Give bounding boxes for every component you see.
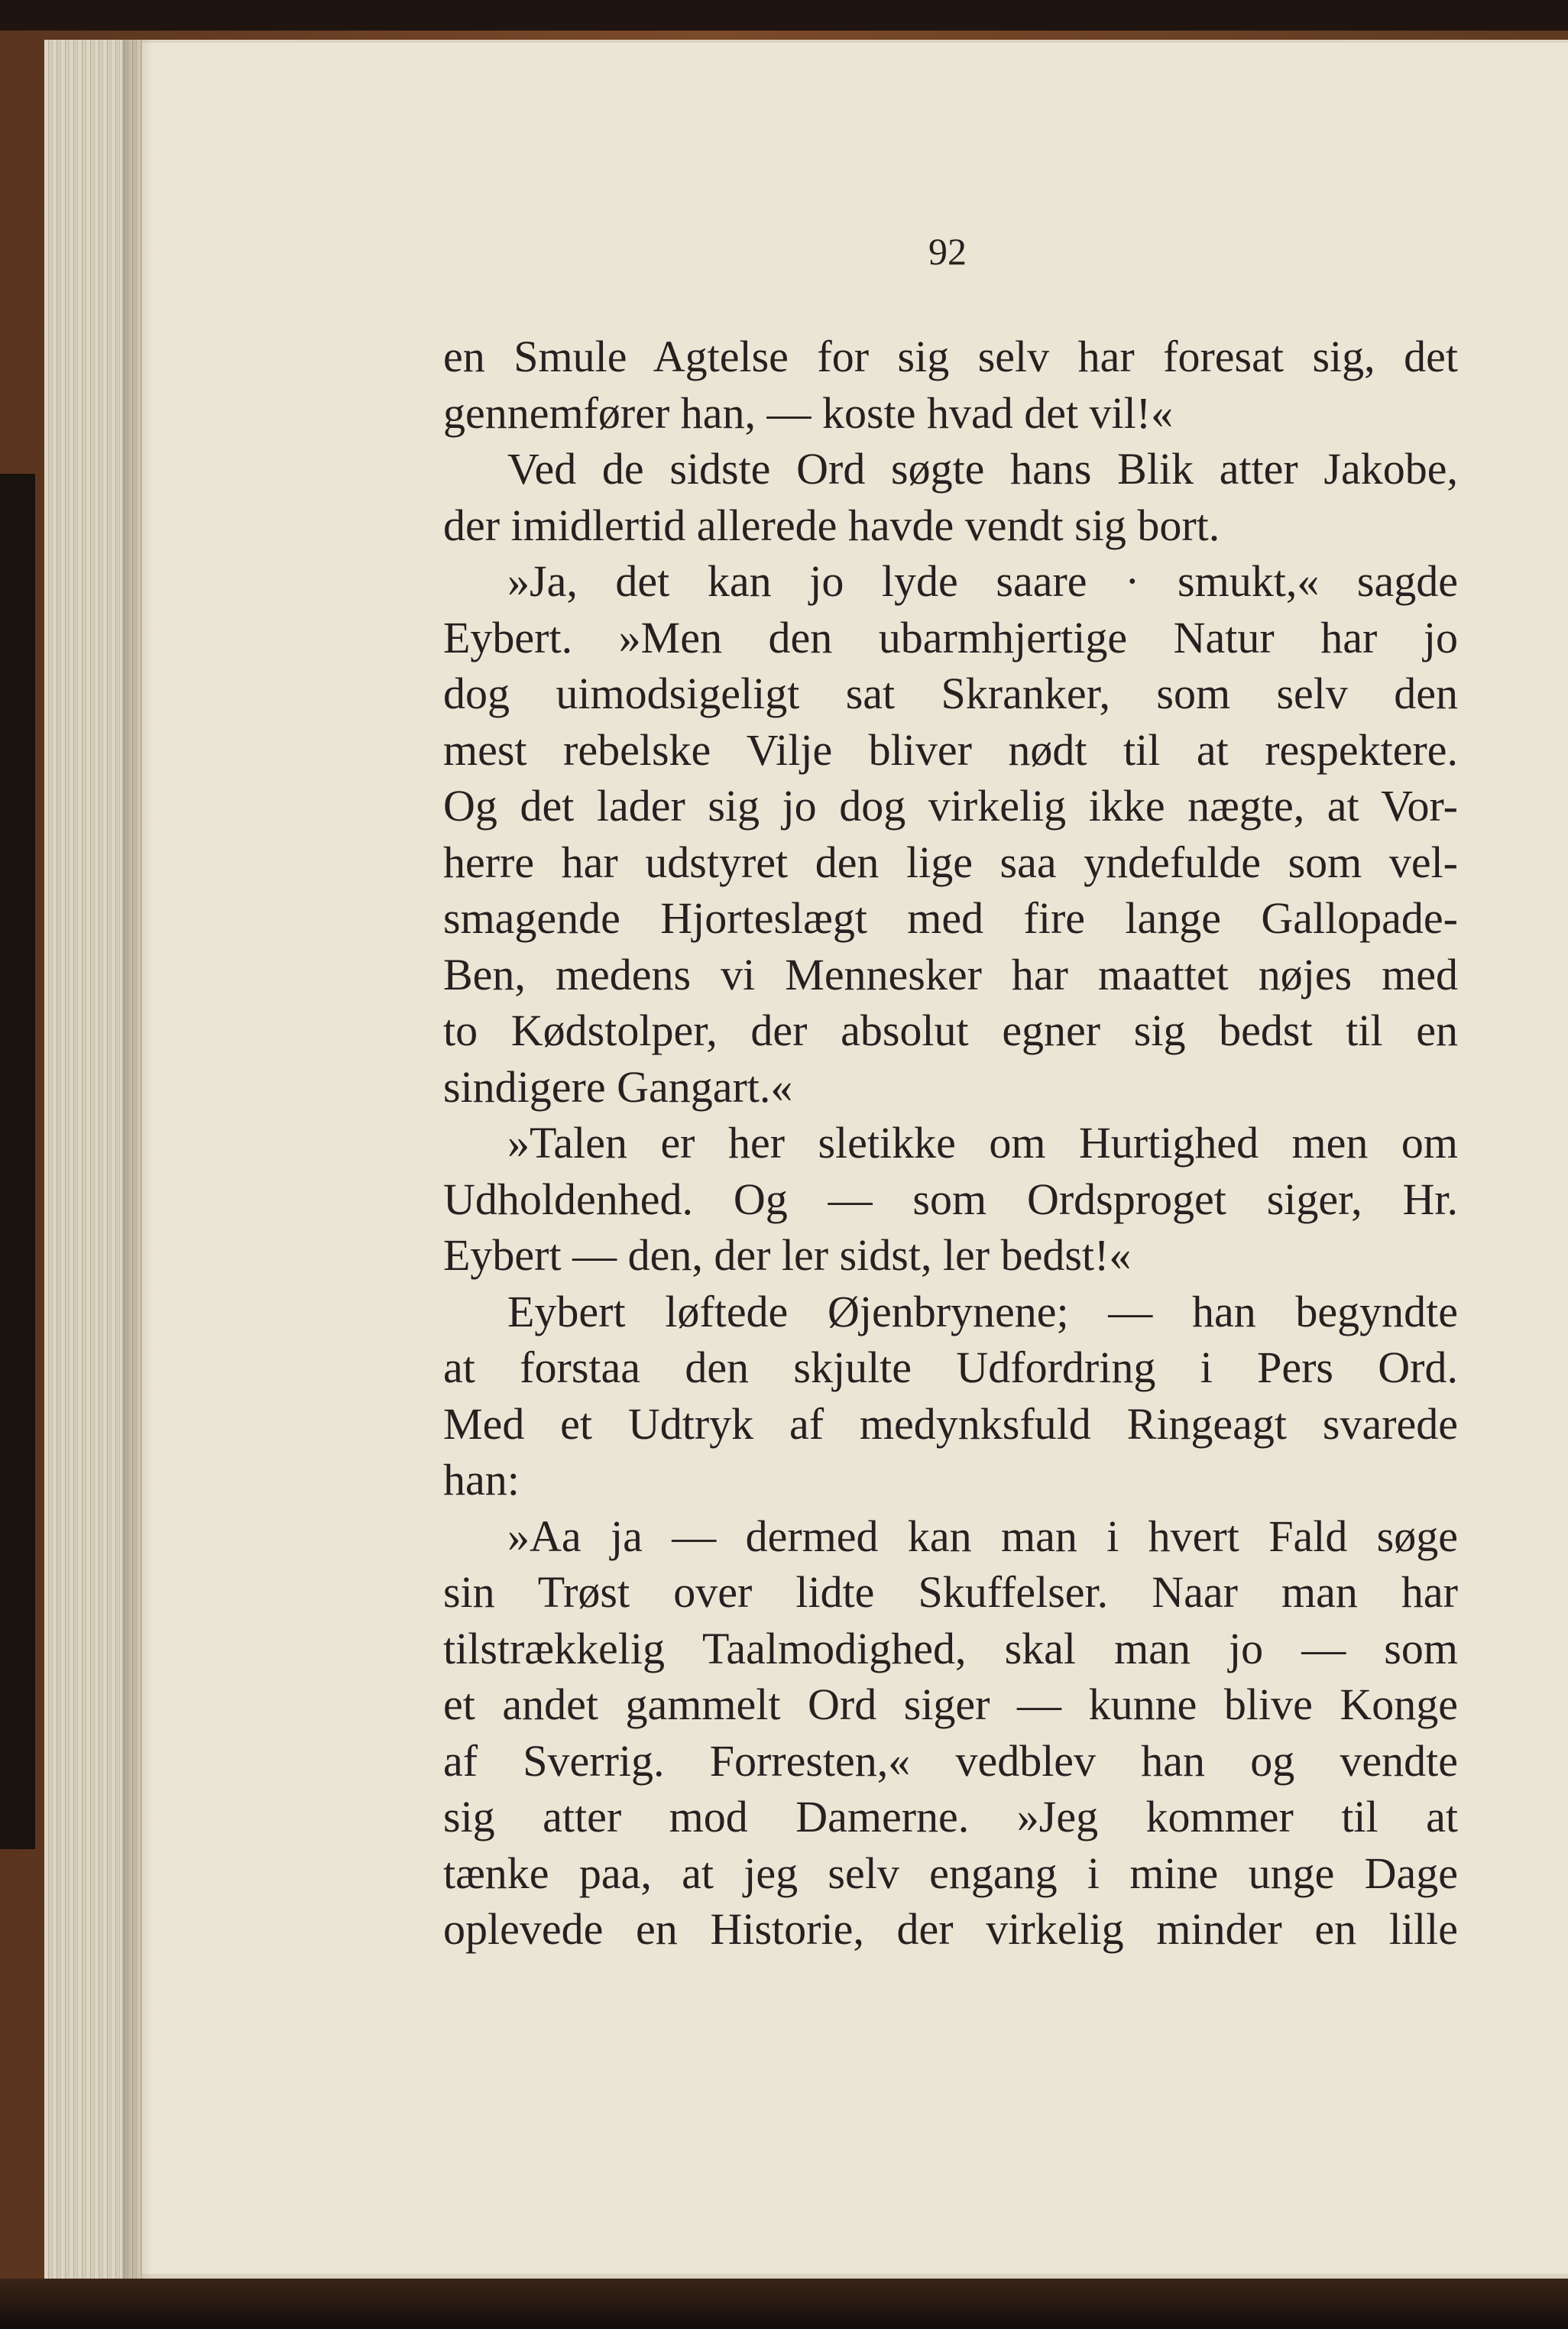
body-text bbox=[443, 329, 1458, 1958]
text-line: oplevede en Historie, der virkelig minder en lille bbox=[443, 1904, 1458, 1954]
text-line: Eybert løftede Øjenbrynene; — han begyndte bbox=[507, 1286, 1458, 1336]
page-number: 92 bbox=[928, 230, 967, 273]
text-line: tilstrækkelig Taalmodighed, skal man jo — som bbox=[443, 1623, 1458, 1673]
text-line: Eybert. »Men den ubarmhjertige Natur har jo bbox=[443, 612, 1458, 662]
text-line: »Talen er her sletikke om Hurtighed men om bbox=[507, 1118, 1458, 1168]
text-line: smagende Hjorteslægt med fire lange Gallopade- bbox=[443, 893, 1458, 943]
text-line: han: bbox=[443, 1455, 520, 1505]
text-line: gennemfører han, — koste hvad det vil!« bbox=[443, 387, 1174, 438]
text-line: herre har udstyret den lige saa yndefulde som vel- bbox=[443, 837, 1458, 887]
text-line: sig atter mod Damerne. »Jeg kommer til at bbox=[443, 1792, 1458, 1841]
text-line: Udholdenhed. Og — som Ordsproget siger, Hr. bbox=[443, 1174, 1458, 1224]
text-line: Ved de sidste Ord søgte hans Blik atter Jakobe, bbox=[507, 444, 1458, 494]
bottom-edge bbox=[0, 2279, 1568, 2329]
gutter-shadow bbox=[122, 40, 153, 2279]
text-line: der imidlertid allerede havde vendt sig bort. bbox=[443, 500, 1220, 550]
text-line: Og det lader sig jo dog virkelig ikke nægte, at Vor- bbox=[443, 781, 1458, 831]
text-line: tænke paa, at jeg selv engang i mine unge Dage bbox=[443, 1848, 1458, 1898]
text-line: to Kødstolper, der absolut egner sig bedst til en bbox=[443, 1006, 1458, 1055]
text-line: mest rebelske Vilje bliver nødt til at respektere. bbox=[443, 724, 1458, 775]
text-line: Eybert — den, der ler sidst, ler bedst!« bbox=[443, 1230, 1132, 1280]
text-line: en Smule Agtelse for sig selv har foresat sig, det bbox=[443, 332, 1458, 381]
text-line: sindigere Gangart.« bbox=[443, 1061, 793, 1112]
text-line: Ben, medens vi Mennesker har maattet nøjes med bbox=[443, 949, 1458, 999]
text-line: »Aa ja — dermed kan man i hvert Fald søge bbox=[507, 1511, 1458, 1561]
text-line: Med et Udtryk af medynksfuld Ringeagt svarede bbox=[443, 1398, 1458, 1449]
text-line: at forstaa den skjulte Udfordring i Pers Ord. bbox=[443, 1343, 1458, 1392]
cover-shadow bbox=[0, 474, 35, 1849]
text-line: »Ja, det kan jo lyde saare · smukt,« sagde bbox=[507, 556, 1458, 606]
text-line: sin Trøst over lidte Skuffelser. Naar man har bbox=[443, 1567, 1458, 1617]
text-line: af Sverrig. Forresten,« vedblev han og vendte bbox=[443, 1735, 1458, 1786]
text-line: et andet gammelt Ord siger — kunne blive Konge bbox=[443, 1680, 1458, 1729]
text-line: dog uimodsigeligt sat Skranker, som selv den bbox=[443, 669, 1458, 718]
